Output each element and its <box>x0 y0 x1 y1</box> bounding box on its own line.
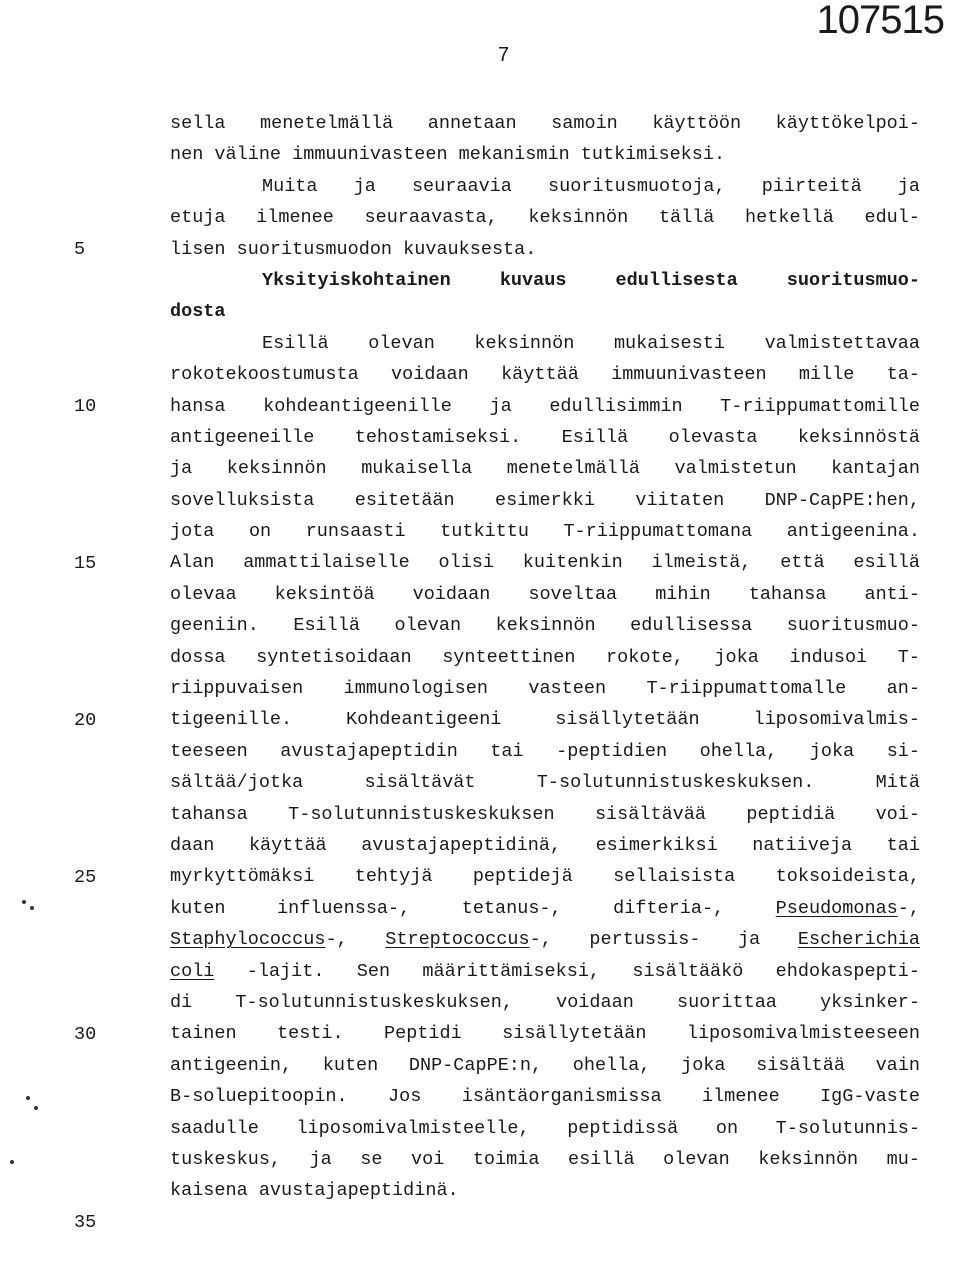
scan-speck <box>30 906 34 910</box>
text-line: rokotekoostumusta voidaan käyttää immuunivasteen mille ta- <box>170 364 920 386</box>
text-line: kaisena avustajapeptidinä. <box>170 1180 459 1202</box>
species-name: coli <box>170 960 215 982</box>
text-line: sältää/jotka sisältävät T-solutunnistuskeskuksen. Mitä <box>170 772 920 794</box>
section-heading-cont: dosta <box>170 301 226 323</box>
species-name: Escherichia <box>797 929 920 951</box>
text-line: Esillä olevan keksinnön mukaisesti valmistettavaa <box>262 332 920 354</box>
text-line: tuskeskus, ja se voi toimia esillä olevan keksinnön mu- <box>170 1148 920 1170</box>
text-line: myrkyttömäksi tehtyjä peptidejä sellaisista toksoideista, <box>170 866 920 888</box>
text-line: etuja ilmenee seuraavasta, keksinnön tällä hetkellä edul- <box>170 207 920 229</box>
text-line: hansa kohdeantigeenille ja edullisimmin T-riippumattomille <box>170 395 920 417</box>
line-number: 30 <box>74 1023 97 1045</box>
text-line: saadulle liposomivalmisteelle, peptidissä on T-solutunnis- <box>170 1117 920 1139</box>
species-name: Staphylococcus <box>170 929 326 951</box>
page-number: 7 <box>498 44 510 66</box>
line-number: 5 <box>74 238 86 260</box>
line-number: 25 <box>74 866 97 888</box>
text-line: riippuvaisen immunologisen vasteen T-riippumattomalle an- <box>170 678 920 700</box>
text-line: teeseen avustajapeptidin tai -peptidien ohella, joka si- <box>170 740 920 762</box>
section-heading: Yksityiskohtainen kuvaus edullisesta suoritusmuo- <box>262 269 920 291</box>
text-line: B-soluepitoopin. Jos isäntäorganismissa ilmenee IgG-vaste <box>170 1086 920 1108</box>
text-line: sovelluksista esitetään esimerkki viitaten DNP-CapPE:hen, <box>170 489 920 511</box>
text-line: Muita ja seuraavia suoritusmuotoja, piirteitä ja <box>262 175 920 197</box>
text-line: antigeenin, kuten DNP-CapPE:n, ohella, joka sisältää vain <box>170 1054 920 1076</box>
line-number: 35 <box>74 1211 97 1233</box>
document-number: 107515 <box>816 0 944 42</box>
text-line: tahansa T-solutunnistuskeskuksen sisältävää peptidiä voi- <box>170 803 920 825</box>
line-number: 20 <box>74 709 97 731</box>
text-line: ja keksinnön mukaisella menetelmällä valmistetun kantajan <box>170 458 920 480</box>
species-name: Pseudomonas <box>775 897 898 919</box>
scan-speck <box>34 1106 38 1110</box>
text-line: kuten influenssa-, tetanus-, difteria-, Pseudomonas-, <box>170 897 920 919</box>
text-line: di T-solutunnistuskeskuksen, voidaan suorittaa yksinker- <box>170 991 920 1013</box>
line-number: 10 <box>74 395 97 417</box>
text-line: sella menetelmällä annetaan samoin käyttöön käyttökelpoi- <box>170 113 920 134</box>
line-number: 15 <box>74 552 97 574</box>
text-line: Staphylococcus-, Streptococcus-, pertussis- ja Escherichia <box>170 929 920 951</box>
species-name: Streptococcus <box>385 929 530 951</box>
text-line: jota on runsaasti tutkittu T-riippumattomana antigeenina. <box>170 521 920 543</box>
text-line: daan käyttää avustajapeptidinä, esimerkiksi natiiveja tai <box>170 834 920 856</box>
body-text <box>170 108 920 1207</box>
scan-speck <box>22 900 26 904</box>
text-line: dossa syntetisoidaan synteettinen rokote, joka indusoi T- <box>170 646 920 668</box>
text-line: coli -lajit. Sen määrittämiseksi, sisältääkö ehdokaspepti- <box>170 960 920 982</box>
text-line: Alan ammattilaiselle olisi kuitenkin ilmeistä, että esillä <box>170 552 920 574</box>
text-line: olevaa keksintöä voidaan soveltaa mihin tahansa anti- <box>170 583 920 605</box>
text-line: tigeenille. Kohdeantigeeni sisällytetään liposomivalmis- <box>170 709 920 731</box>
text-line: tainen testi. Peptidi sisällytetään liposomivalmisteeseen <box>170 1023 920 1045</box>
text-line: geeniin. Esillä olevan keksinnön edullisessa suoritusmuo- <box>170 615 920 637</box>
text-line: nen väline immuunivasteen mekanismin tutkimiseksi. <box>170 144 726 166</box>
text-line: antigeeneille tehostamiseksi. Esillä olevasta keksinnöstä <box>170 426 920 448</box>
text-line: lisen suoritusmuodon kuvauksesta. <box>170 238 537 260</box>
scan-speck <box>10 1160 14 1164</box>
scan-speck <box>26 1096 30 1100</box>
